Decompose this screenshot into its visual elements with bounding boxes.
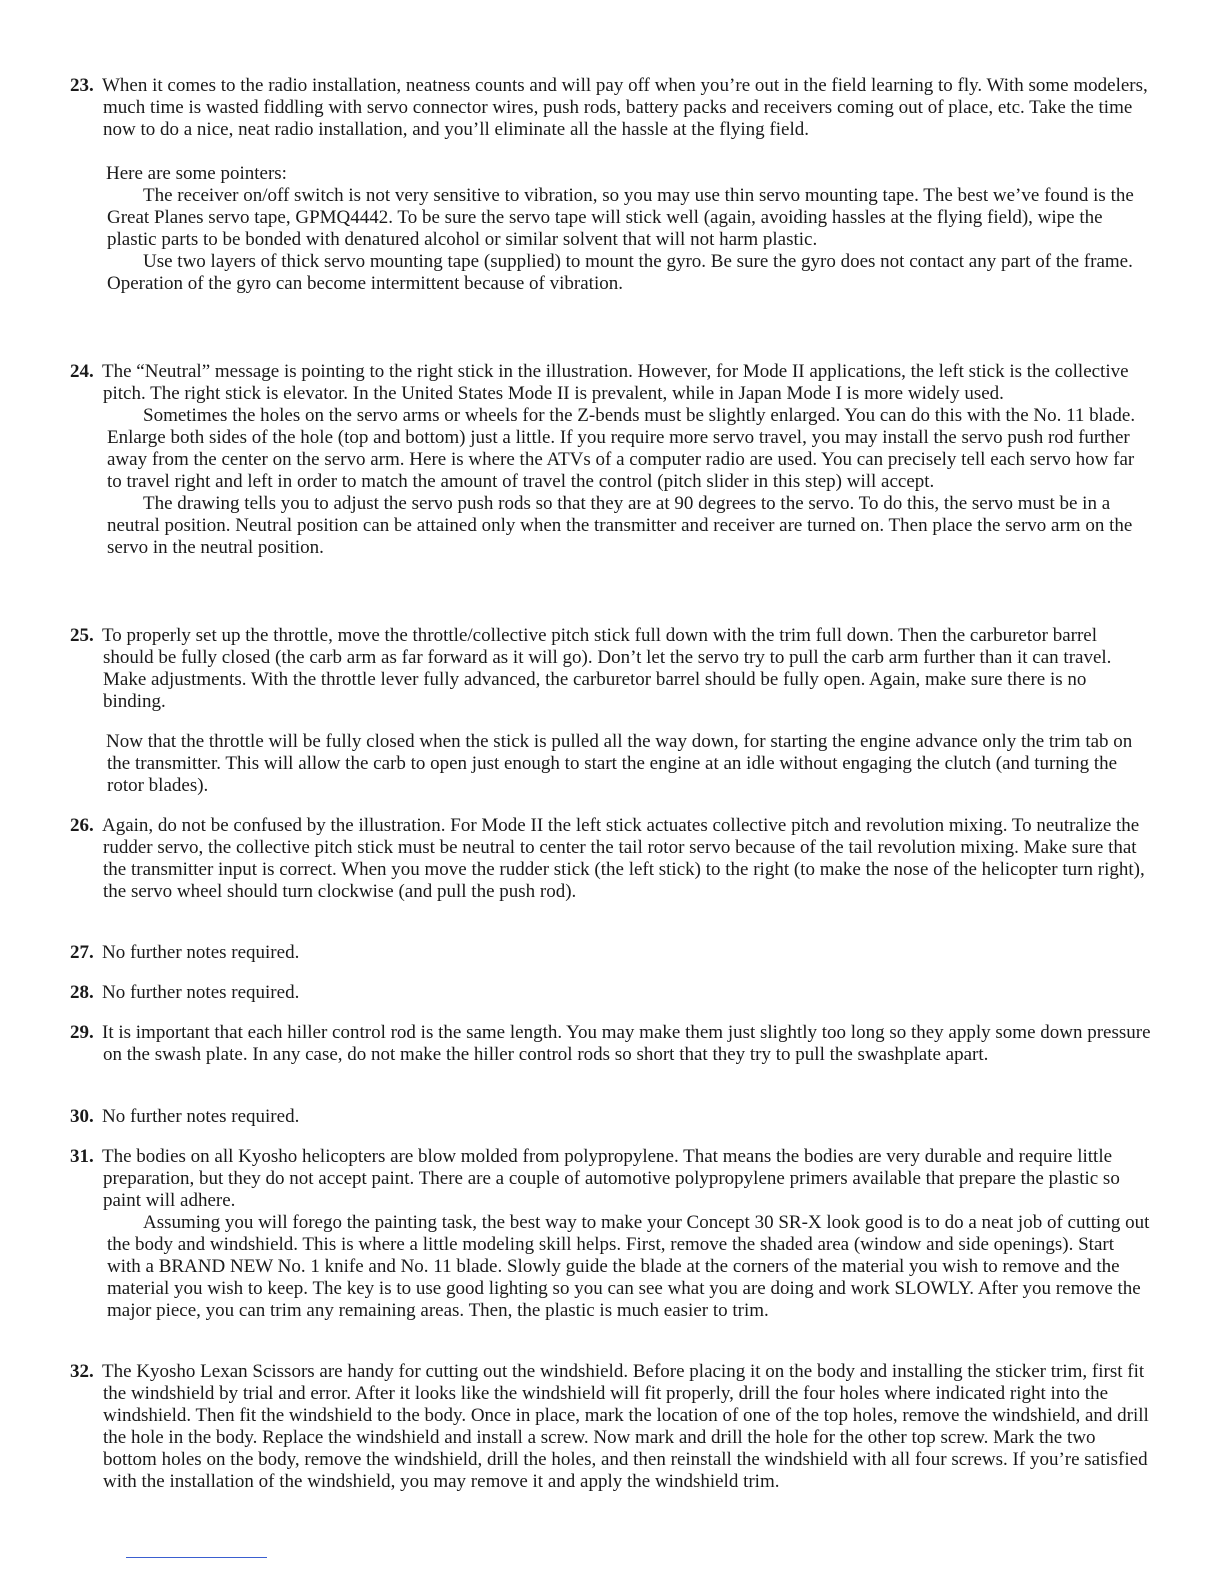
paragraph: No further notes required. <box>102 942 300 963</box>
note-number: 27. <box>70 942 94 963</box>
paragraph: The bodies on all Kyosho helicopters are blow molded from polypropylene. That means the bodies are very durable and require little preparation, but they do not accept paint. There are a couple of automotive polypropylene primers available that prepare the plastic so paint will adhere. <box>102 1146 1120 1211</box>
note-number: 23. <box>70 75 94 96</box>
note-number: 25. <box>70 625 94 646</box>
paragraph: The “Neutral” message is pointing to the right stick in the illustration. However, for Mode II applications, the left stick is the collective pitch. The right stick is elevator. In the United States Mode II is prevalent, while in Japan Mode I is more widely used. <box>102 361 1129 404</box>
note-number: 26. <box>70 815 94 836</box>
note-number: 31. <box>70 1146 94 1167</box>
paragraph: Use two layers of thick servo mounting tape (supplied) to mount the gyro. Be sure the gyro does not contact any part of the frame. Operation of the gyro can become intermittent because of vibration. <box>107 251 1133 294</box>
paragraph: No further notes required. <box>102 982 300 1003</box>
note-number: 28. <box>70 982 94 1003</box>
paragraph: To properly set up the throttle, move the throttle/collective pitch stick full down with the trim full down. Then the carburetor barrel should be fully closed (the carb arm as far forward as it will go). Don’t let the servo try to pull the carb arm further than it can travel. Make adjustments. With the throttle lever fully advanced, the carburetor barrel should be fully open. Again, make sure there is no binding. <box>102 625 1112 712</box>
note-24 <box>70 361 1152 559</box>
paragraph: Sometimes the holes on the servo arms or wheels for the Z-bends must be slightly enlarged. You can do this with the No. 11 blade. Enlarge both sides of the hole (top and bottom) just a little. If you require more servo travel, you may install the servo push rod further away from the center on the servo arm. Here is where the ATVs of a computer radio are used. You can precisely tell each servo how far to travel right and left in order to match the amount of travel the control (pitch slider in this step) will accept. <box>107 405 1136 492</box>
note-26 <box>70 815 1152 903</box>
paragraph: It is important that each hiller control rod is the same length. You may make them just slightly too long so they apply some down pressure on the swash plate. In any case, do not make the hiller control rods so short that they try to pull the swashplate apart. <box>102 1022 1151 1065</box>
paragraph: No further notes required. <box>102 1106 300 1127</box>
paragraph: The receiver on/off switch is not very sensitive to vibration, so you may use thin servo mounting tape. The best we’ve found is the Great Planes servo tape, GPMQ4442. To be sure the servo tape will stick well (again, avoiding hassles at the flying field), wipe the plastic parts to be bonded with denatured alcohol or similar solvent that will not harm plastic. <box>107 185 1134 250</box>
note-25 <box>70 625 1152 797</box>
note-number: 32. <box>70 1361 94 1382</box>
paragraph: Assuming you will forego the painting task, the best way to make your Concept 30 SR-X look good is to do a neat job of cutting out the body and windshield. This is where a little modeling skill helps. First, remove the shaded area (window and side openings). Start with a BRAND NEW No. 1 knife and No. 11 blade. Slowly guide the blade at the corners of the material you wish to remove and the material you wish to keep. The key is to use good lighting so you can see what you are doing and work SLOWLY. After you remove the major piece, you can trim any remaining areas. Then, the plastic is much easier to trim. <box>107 1212 1150 1321</box>
paragraph: The drawing tells you to adjust the servo push rods so that they are at 90 degrees to the servo. To do this, the servo must be in a neutral position. Neutral position can be attained only when the transmitter and receiver are turned on. Then place the servo arm on the servo in the neutral position. <box>107 493 1133 558</box>
note-30 <box>70 1106 1152 1128</box>
note-23 <box>70 75 1152 295</box>
note-number: 29. <box>70 1022 94 1043</box>
note-31 <box>70 1146 1152 1322</box>
note-27 <box>70 942 1152 964</box>
paragraph: Again, do not be confused by the illustration. For Mode II the left stick actuates collective pitch and revolution mixing. To neutralize the rudder servo, the collective pitch stick must be neutral to center the tail rotor servo because of the tail revolution mixing. Make sure that the transmitter input is correct. When you move the rudder stick (the left stick) to the right (to make the nose of the helicopter turn right), the servo wheel should turn clockwise (and pull the push rod). <box>102 815 1145 902</box>
note-number: 30. <box>70 1106 94 1127</box>
note-number: 24. <box>70 361 94 382</box>
pointers-heading: Here are some pointers: <box>106 163 287 184</box>
paragraph: When it comes to the radio installation, neatness counts and will pay off when you’re out in the field learning to fly. With some modelers, much time is wasted fiddling with servo connector wires, push rods, battery packs and receivers coming out of place, etc. Take the time now to do a nice, neat radio installation, and you’ll eliminate all the hassle at the flying field. <box>102 75 1148 140</box>
note-29 <box>70 1022 1152 1066</box>
paragraph: The Kyosho Lexan Scissors are handy for cutting out the windshield. Before placing it on the body and installing the sticker trim, first fit the windshield by trial and error. After it looks like the windshield will fit properly, drill the four holes where indicated right into the windshield. Then fit the windshield to the body. Once in place, mark the location of one of the top holes, remove the windshield, and drill the hole in the body. Replace the windshield and install a screw. Now mark and drill the hole for the other top screw. Mark the two bottom holes on the body, remove the windshield, drill the holes, and then reinstall the windshield with all four screws. If you’re satisfied with the installation of the windshield, you may remove it and apply the windshield trim. <box>102 1361 1149 1492</box>
note-28 <box>70 982 1152 1004</box>
note-32 <box>70 1361 1152 1493</box>
footer-rule <box>126 1557 267 1558</box>
paragraph: Now that the throttle will be fully closed when the stick is pulled all the way down, for starting the engine advance only the trim tab on the transmitter. This will allow the carb to open just enough to start the engine at an idle without engaging the clutch (and turning the rotor blades). <box>106 731 1133 796</box>
